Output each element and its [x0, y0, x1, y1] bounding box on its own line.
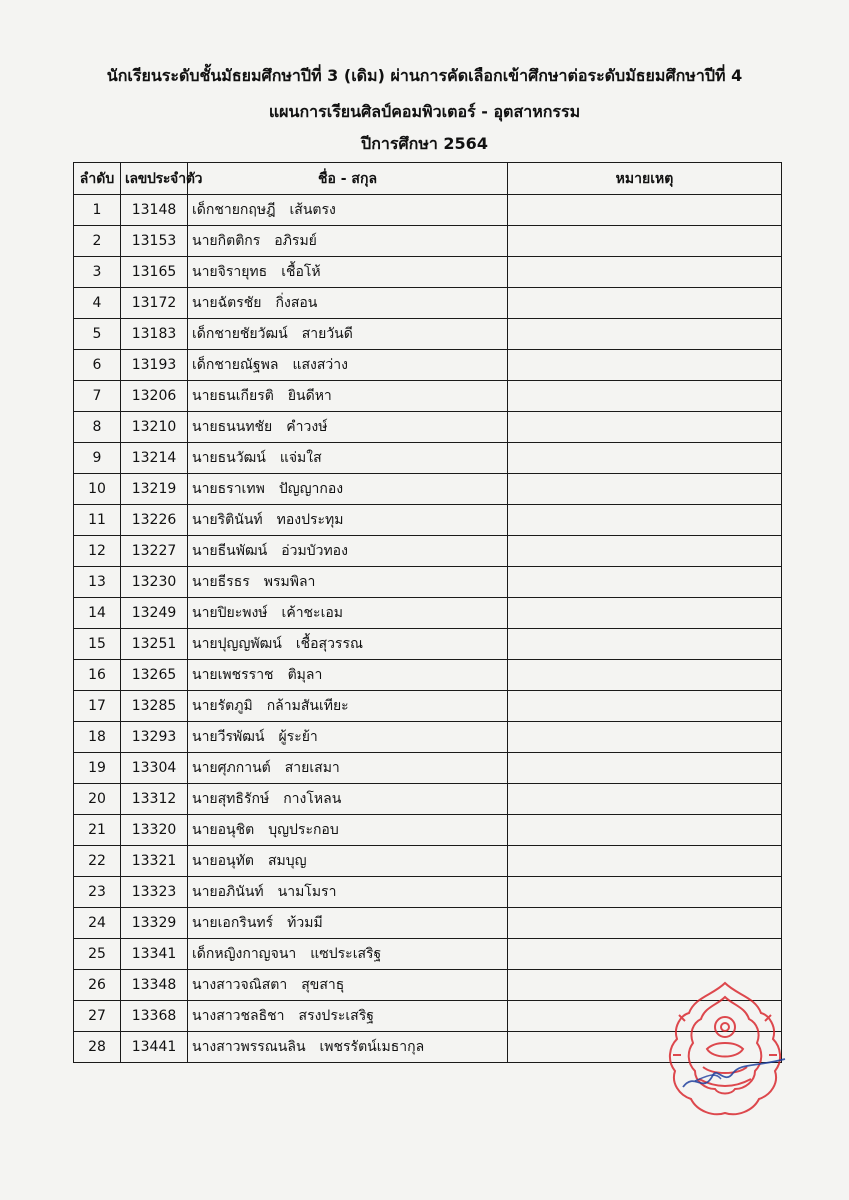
table-row — [74, 412, 782, 443]
last-name: ติมุลา — [287, 667, 323, 683]
order-cell: 26 — [74, 970, 121, 1001]
student-id-cell: 13348 — [121, 970, 188, 1001]
remark-cell — [508, 753, 782, 784]
order-cell: 28 — [74, 1032, 121, 1063]
first-name: นายอนุชิต — [192, 822, 255, 838]
name-cell — [188, 412, 508, 443]
student-id-cell: 13249 — [121, 598, 188, 629]
last-name: บุญประกอบ — [268, 822, 339, 838]
order-cell: 19 — [74, 753, 121, 784]
table-row — [74, 784, 782, 815]
table-body — [74, 195, 782, 1063]
remark-cell — [508, 629, 782, 660]
document-title: นักเรียนระดับชั้นมัธยมศึกษาปีที่ 3 (เดิม) ผ่านการคัดเลือกเข้าศึกษาต่อระดับมัธยมศึกษาปีที่ 4 — [106, 66, 743, 85]
remark-cell — [508, 784, 782, 815]
order-cell: 9 — [74, 443, 121, 474]
student-id-cell: 13206 — [121, 381, 188, 412]
order-cell: 11 — [74, 505, 121, 536]
table-row — [74, 443, 782, 474]
last-name: ท้วมมี — [287, 915, 323, 931]
last-name: เค้าชะเอม — [281, 605, 344, 621]
table-row — [74, 815, 782, 846]
name-cell — [188, 195, 508, 226]
order-cell: 18 — [74, 722, 121, 753]
remark-cell — [508, 660, 782, 691]
name-cell — [188, 226, 508, 257]
last-name: อ่วมบัวทอง — [281, 543, 348, 559]
remark-cell — [508, 939, 782, 970]
student-id-cell: 13341 — [121, 939, 188, 970]
first-name: นายปิยะพงษ์ — [192, 605, 268, 621]
table-row — [74, 474, 782, 505]
table-row — [74, 598, 782, 629]
first-name: นายธราเทพ — [192, 481, 265, 497]
last-name: ปัญญากอง — [278, 481, 344, 497]
last-name: ยินดีหา — [287, 388, 332, 404]
remark-cell — [508, 319, 782, 350]
table-row — [74, 381, 782, 412]
order-cell: 27 — [74, 1001, 121, 1032]
first-name: นางสาวชลธิชา — [192, 1008, 285, 1024]
last-name: แจ่มใส — [279, 450, 322, 466]
remark-cell — [508, 443, 782, 474]
first-name: เด็กชายณัฐพล — [192, 357, 279, 373]
name-cell — [188, 846, 508, 877]
document-subtitle: แผนการเรียนศิลป์คอมพิวเตอร์ - อุตสาหกรรม — [268, 102, 581, 121]
name-cell — [188, 815, 508, 846]
last-name: เชื้อสุวรรณ — [295, 636, 363, 652]
table-row — [74, 939, 782, 970]
table-row — [74, 195, 782, 226]
student-id-cell: 13320 — [121, 815, 188, 846]
name-cell — [188, 629, 508, 660]
first-name: นายเอกรินทร์ — [192, 915, 274, 931]
table-row — [74, 536, 782, 567]
remark-cell — [508, 412, 782, 443]
student-id-cell: 13172 — [121, 288, 188, 319]
student-id-cell: 13148 — [121, 195, 188, 226]
last-name: กล้ามสันเทียะ — [266, 698, 349, 714]
first-name: นายธีนพัฒน์ — [192, 543, 268, 559]
student-id-cell: 13210 — [121, 412, 188, 443]
name-cell — [188, 939, 508, 970]
student-id-cell: 13304 — [121, 753, 188, 784]
name-cell — [188, 1032, 508, 1063]
last-name: อภิรมย์ — [274, 233, 317, 249]
remark-cell — [508, 288, 782, 319]
remark-cell — [508, 691, 782, 722]
first-name: เด็กหญิงกาญจนา — [192, 946, 297, 962]
remark-cell — [508, 350, 782, 381]
last-name: สุขสาธุ — [301, 977, 345, 993]
table-header-row — [74, 163, 782, 195]
student-id-cell: 13329 — [121, 908, 188, 939]
first-name: นายเพชรราช — [192, 667, 274, 683]
student-id-cell: 13219 — [121, 474, 188, 505]
last-name: เพชรรัตน์เมธากุล — [319, 1039, 425, 1055]
table-row — [74, 629, 782, 660]
first-name: นายริตินันท์ — [192, 512, 263, 528]
student-id-cell: 13183 — [121, 319, 188, 350]
academic-year: ปีการศึกษา 2564 — [361, 134, 488, 153]
name-cell — [188, 598, 508, 629]
name-cell — [188, 350, 508, 381]
student-id-cell: 13368 — [121, 1001, 188, 1032]
remark-cell — [508, 598, 782, 629]
order-cell: 10 — [74, 474, 121, 505]
name-cell — [188, 319, 508, 350]
first-name: เด็กชายกฤษฎี — [192, 202, 276, 218]
name-cell — [188, 536, 508, 567]
first-name: นายอนุทัต — [192, 853, 254, 869]
last-name: เชื้อโห้ — [281, 264, 321, 280]
student-id-cell: 13153 — [121, 226, 188, 257]
first-name: นายสุทธิรักษ์ — [192, 791, 270, 807]
remark-cell — [508, 815, 782, 846]
first-name: เด็กชายชัยวัฒน์ — [192, 326, 288, 342]
order-cell: 14 — [74, 598, 121, 629]
student-id-cell: 13265 — [121, 660, 188, 691]
student-id-cell: 13321 — [121, 846, 188, 877]
remark-cell — [508, 567, 782, 598]
table-row — [74, 908, 782, 939]
official-seal-stamp — [655, 975, 795, 1125]
name-cell — [188, 722, 508, 753]
order-cell: 4 — [74, 288, 121, 319]
table-row — [74, 226, 782, 257]
last-name: นามโมรา — [277, 884, 337, 900]
remark-cell — [508, 722, 782, 753]
student-id-cell: 13165 — [121, 257, 188, 288]
last-name: สมบุญ — [267, 853, 307, 869]
order-cell: 23 — [74, 877, 121, 908]
last-name: พรมพิลา — [263, 574, 316, 590]
name-cell — [188, 877, 508, 908]
order-cell: 25 — [74, 939, 121, 970]
first-name: นายธีรธร — [192, 574, 250, 590]
first-name: นายธนนทชัย — [192, 419, 273, 435]
order-cell: 12 — [74, 536, 121, 567]
name-cell — [188, 1001, 508, 1032]
table-row — [74, 877, 782, 908]
remark-cell — [508, 505, 782, 536]
last-name: สรงประเสริฐ — [298, 1008, 374, 1024]
name-cell — [188, 257, 508, 288]
last-name: ผู้ระย้า — [278, 729, 318, 745]
student-id-cell: 13226 — [121, 505, 188, 536]
remark-cell — [508, 226, 782, 257]
last-name: แสงสว่าง — [292, 357, 348, 373]
name-cell — [188, 474, 508, 505]
remark-cell — [508, 908, 782, 939]
last-name: แซประเสริฐ — [310, 946, 382, 962]
table-row — [74, 660, 782, 691]
first-name: นายปุญญพัฒน์ — [192, 636, 282, 652]
first-name: นางสาวพรรณนลิน — [192, 1039, 306, 1055]
remark-cell — [508, 195, 782, 226]
name-cell — [188, 567, 508, 598]
name-cell — [188, 443, 508, 474]
order-cell: 21 — [74, 815, 121, 846]
first-name: นายธนวัฒน์ — [192, 450, 266, 466]
order-cell: 3 — [74, 257, 121, 288]
first-name: นายจิรายุทธ — [192, 264, 268, 280]
order-cell: 1 — [74, 195, 121, 226]
student-id-cell: 13312 — [121, 784, 188, 815]
name-cell — [188, 691, 508, 722]
table-row — [74, 753, 782, 784]
last-name: กิ่งสอน — [275, 295, 318, 311]
last-name: สายเสมา — [284, 760, 340, 776]
last-name: กางโหลน — [283, 791, 342, 807]
last-name: สายวันดี — [301, 326, 353, 342]
table-row — [74, 350, 782, 381]
table-row — [74, 257, 782, 288]
first-name: นายรัตภูมิ — [192, 698, 253, 714]
name-cell — [188, 908, 508, 939]
name-cell — [188, 970, 508, 1001]
student-id-cell: 13230 — [121, 567, 188, 598]
last-name: ทองประทุม — [276, 512, 344, 528]
remark-cell — [508, 536, 782, 567]
header-student-id: เลขประจำตัว — [121, 163, 188, 195]
order-cell: 5 — [74, 319, 121, 350]
name-cell — [188, 288, 508, 319]
student-id-cell: 13441 — [121, 1032, 188, 1063]
table-row — [74, 722, 782, 753]
first-name: นายกิตติกร — [192, 233, 261, 249]
header-remark: หมายเหตุ — [508, 163, 782, 195]
order-cell: 22 — [74, 846, 121, 877]
student-id-cell: 13227 — [121, 536, 188, 567]
table-row — [74, 567, 782, 598]
order-cell: 8 — [74, 412, 121, 443]
remark-cell — [508, 381, 782, 412]
first-name: นายศุภกานต์ — [192, 760, 271, 776]
table-row — [74, 505, 782, 536]
name-cell — [188, 660, 508, 691]
order-cell: 2 — [74, 226, 121, 257]
student-table — [73, 162, 782, 1063]
name-cell — [188, 505, 508, 536]
student-id-cell: 13193 — [121, 350, 188, 381]
student-id-cell: 13214 — [121, 443, 188, 474]
table-row — [74, 691, 782, 722]
student-id-cell: 13251 — [121, 629, 188, 660]
remark-cell — [508, 257, 782, 288]
remark-cell — [508, 474, 782, 505]
first-name: นายอภินันท์ — [192, 884, 264, 900]
table-row — [74, 288, 782, 319]
first-name: นายฉัตรชัย — [192, 295, 262, 311]
table-row — [74, 846, 782, 877]
remark-cell — [508, 877, 782, 908]
order-cell: 15 — [74, 629, 121, 660]
name-cell — [188, 784, 508, 815]
student-id-cell: 13323 — [121, 877, 188, 908]
order-cell: 24 — [74, 908, 121, 939]
first-name: นายวีรพัฒน์ — [192, 729, 265, 745]
name-cell — [188, 753, 508, 784]
table-row — [74, 319, 782, 350]
student-id-cell: 13293 — [121, 722, 188, 753]
order-cell: 6 — [74, 350, 121, 381]
name-cell — [188, 381, 508, 412]
order-cell: 7 — [74, 381, 121, 412]
order-cell: 16 — [74, 660, 121, 691]
student-id-cell: 13285 — [121, 691, 188, 722]
order-cell: 13 — [74, 567, 121, 598]
order-cell: 20 — [74, 784, 121, 815]
order-cell: 17 — [74, 691, 121, 722]
header-name: ชื่อ - สกุล — [188, 163, 508, 195]
remark-cell — [508, 846, 782, 877]
first-name: นายธนเกียรติ — [192, 388, 274, 404]
header-order: ลำดับ — [74, 163, 121, 195]
first-name: นางสาวจณิสตา — [192, 977, 288, 993]
last-name: เส้นตรง — [289, 202, 336, 218]
last-name: คำวงษ์ — [286, 419, 328, 435]
